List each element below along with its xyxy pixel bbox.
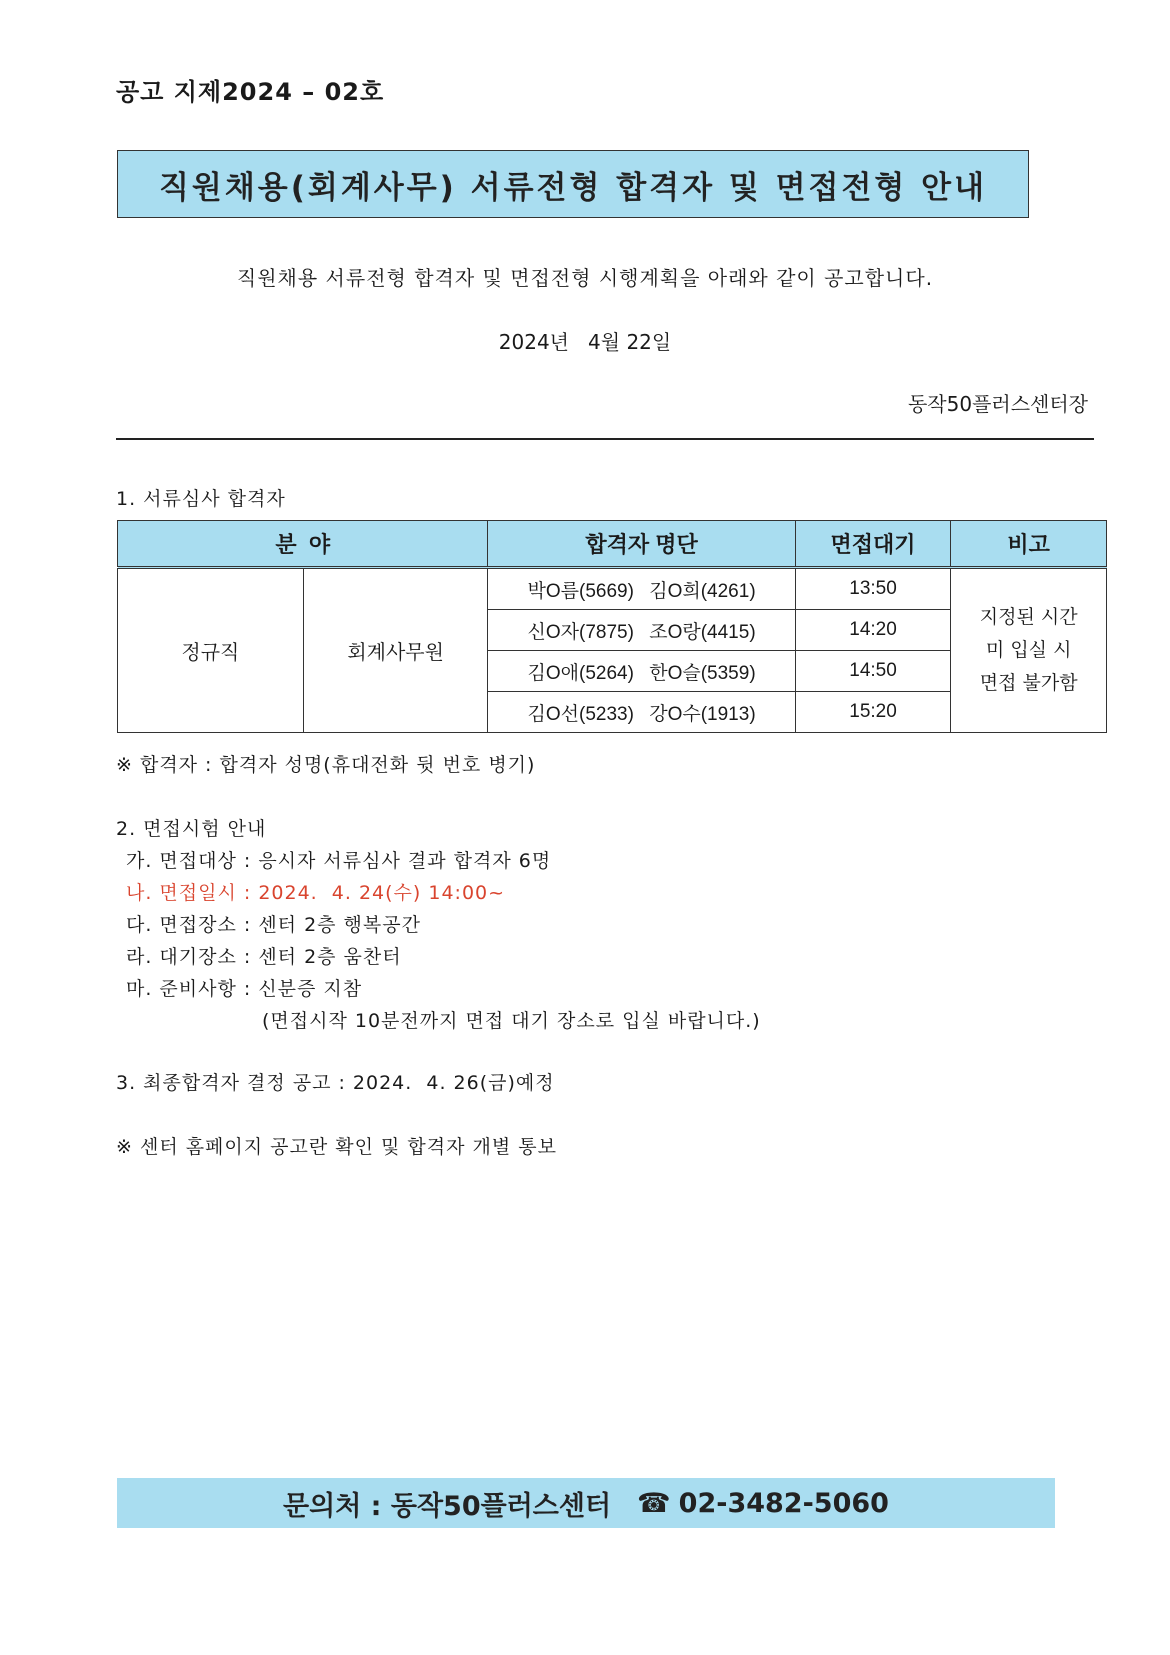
time-cell: 13:50 [795,568,951,610]
interview-item: 다. 면접장소 : 센터 2층 행복공간 [126,914,421,936]
table-row [118,568,1107,610]
remark-line: 미 입실 시 [985,639,1072,661]
page-title: 직원채용(회계사무) 서류전형 합격자 및 면접전형 안내 [158,169,988,206]
time-cell: 15:20 [795,692,951,733]
subcategory-cell: 회계사무원 [303,568,488,733]
names-cell: 박O름(5669) 김O희(4261) [488,568,795,610]
notice-number: 공고 지제2024 – 02호 [116,78,385,106]
title-banner [117,150,1029,218]
table-header-row [118,521,1107,568]
footer-note: ※ 센터 홈페이지 공고란 확인 및 합격자 개별 통보 [116,1136,557,1158]
signer: 동작50플러스센터장 [907,392,1088,416]
interview-item: 라. 대기장소 : 센터 2층 움찬터 [126,946,402,968]
interview-item: 가. 면접대상 : 응시자 서류심사 결과 합격자 6명 [126,850,552,872]
time-cell: 14:20 [795,610,951,651]
contact-phone: 02-3482-5060 [678,1487,889,1519]
contact-bar [117,1478,1055,1528]
category-cell: 정규직 [118,568,304,733]
section3-text: 3. 최종합격자 결정 공고 : 2024. 4. 26(금)예정 [116,1072,555,1094]
phone-icon: ☎ [637,1487,671,1519]
announcement-date: 2024년 4월 22일 [498,330,672,354]
time-cell: 14:50 [795,651,951,692]
remark-line: 지정된 시간 [979,606,1078,628]
passers-table [117,520,1107,733]
interview-item: 마. 준비사항 : 신분증 지참 [126,978,363,1000]
table-footnote: ※ 합격자 : 합격자 성명(휴대전화 뒷 번호 병기) [116,754,536,776]
remark-line: 면접 불가함 [979,672,1078,694]
names-cell: 김O선(5233) 강O수(1913) [488,692,795,733]
section2-heading: 2. 면접시험 안내 [116,818,267,840]
col-header-field: 분 야 [118,521,488,568]
names-cell: 김O애(5264) 한O슬(5359) [488,651,795,692]
interview-item-note: (면접시작 10분전까지 면접 대기 장소로 입실 바랍니다.) [262,1010,761,1032]
names-cell: 신O자(7875) 조O랑(4415) [488,610,795,651]
col-header-remark: 비고 [951,521,1107,568]
remark-cell [951,568,1107,733]
col-header-names: 합격자 명단 [488,521,795,568]
contact-label: 문의처 : 동작50플러스센터 [283,1490,612,1522]
section1-heading: 1. 서류심사 합격자 [116,488,286,510]
intro-text: 직원채용 서류전형 합격자 및 면접전형 시행계획을 아래와 같이 공고합니다. [236,266,934,290]
divider [116,438,1094,440]
interview-item: 나. 면접일시 : 2024. 4. 24(수) 14:00~ [126,882,506,904]
col-header-wait: 면접대기 [795,521,951,568]
